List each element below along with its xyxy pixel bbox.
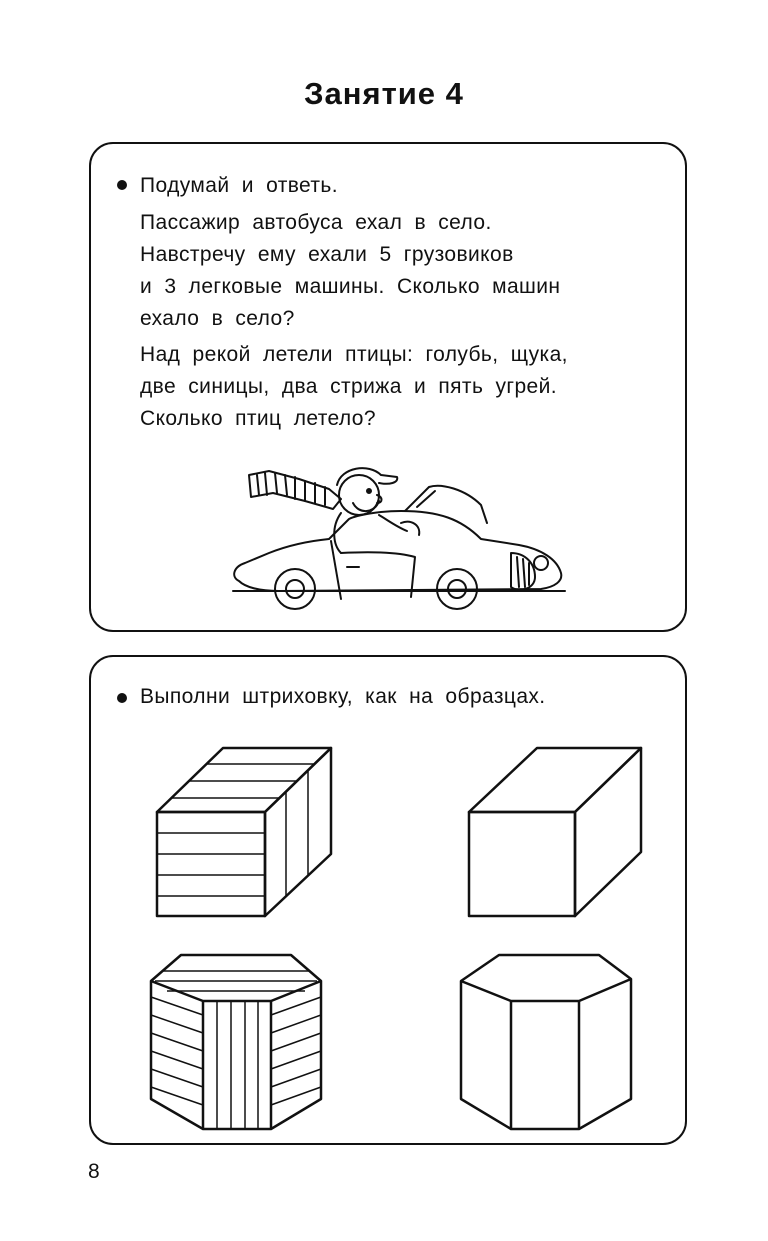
car-with-driver-icon [229, 449, 569, 619]
problem-line: Над рекой летели птицы: голубь, щука, [140, 343, 568, 366]
bullet-icon [117, 693, 127, 703]
problem-line: ехало в село? [140, 307, 295, 330]
cuboid-sample [151, 742, 341, 932]
cuboid-blank [463, 742, 653, 932]
task-box-hatching [89, 655, 687, 1145]
page-title: Занятие 4 [304, 76, 464, 111]
hexagonal-prism-sample [145, 949, 335, 1139]
hexagonal-prism-blank [455, 949, 645, 1139]
problem-line: и 3 легковые машины. Сколько машин [140, 275, 561, 298]
instruction-think: Подумай и ответь. [140, 174, 339, 197]
problem-line: две синицы, два стрижа и пять угрей. [140, 375, 557, 398]
instruction-hatching: Выполни штриховку, как на образцах. [140, 685, 546, 708]
task-box-think-and-answer [89, 142, 687, 632]
page-number: 8 [88, 1160, 100, 1183]
problem-birds [140, 339, 568, 435]
problem-line: Пассажир автобуса ехал в село. [140, 211, 492, 234]
problem-line: Навстречу ему ехали 5 грузовиков [140, 243, 514, 266]
problem-line: Сколько птиц летело? [140, 407, 376, 430]
bullet-icon [117, 180, 127, 190]
problem-passenger [140, 207, 560, 335]
